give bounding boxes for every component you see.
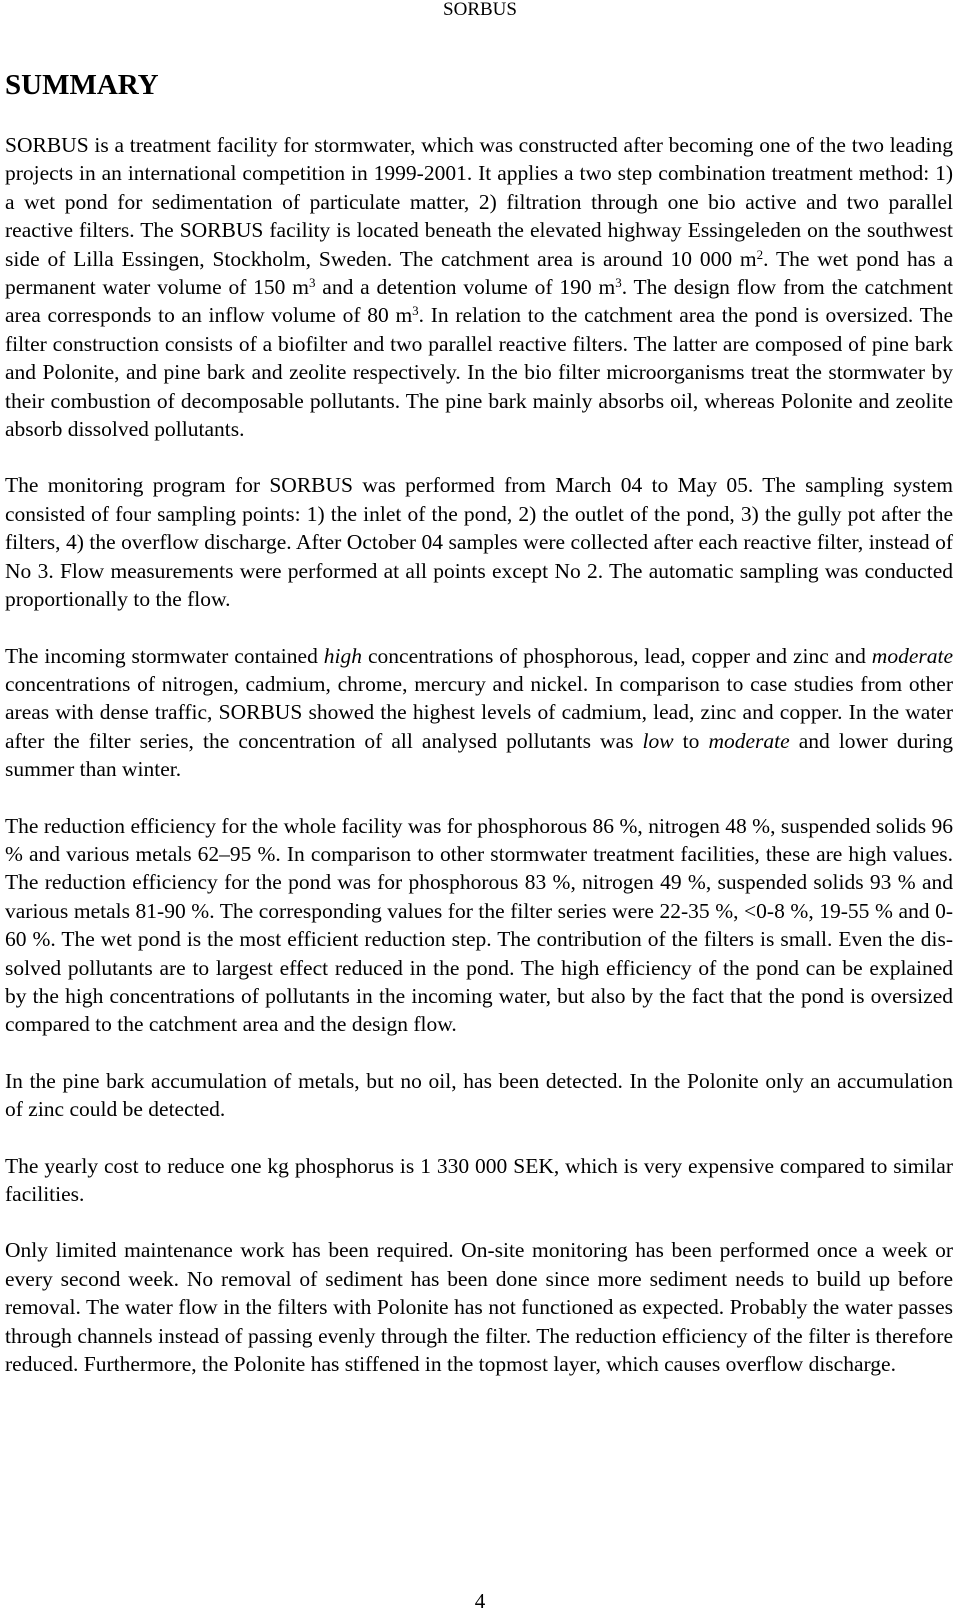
paragraph-text: and a detention volume of 190 m xyxy=(315,275,616,300)
superscript: 3 xyxy=(412,303,419,319)
page-title: SUMMARY xyxy=(5,69,159,101)
paragraph-text: concentrations of phosphorous, lead, copper and zinc and xyxy=(362,643,872,668)
paragraph-text: . The design flow from the catchment area corresponds to an inflow volume of 80 m xyxy=(5,275,953,328)
paragraph-text: SORBUS is a treatment facility for stormwater, which was constructed after becoming one of the two leading projects in an international competition in 1999-2001. It applies a two step combination treatment method: 1) a wet pond for sedimentation of particulate matter, 2) filtration through one bio active and two parallel reactive filters. The SORBUS facility is located beneath the elevated highway Essingeleden on the southwest side of Lilla Essingen, Stockholm, Sweden. The catchment area is around 10 000 m xyxy=(5,133,953,271)
body-text xyxy=(5,131,953,1406)
running-header: SORBUS xyxy=(443,0,517,20)
superscript: 3 xyxy=(615,275,622,291)
paragraph-monitoring-program: The monitoring program for SORBUS was performed from March 04 to May 05. The sampling system consisted of four sampling points: 1) the inlet of the pond, 2) the outlet of the pond, 3) the gully pot after the filters, 4) the overflow discharge. After October 04 samples were collected after each reactive filter, instead of No 3. Flow measurements were performed at all points except No 2. The automatic sampling was conducted proportionally to the flow. xyxy=(5,473,953,612)
emphasis-text: moderate xyxy=(871,643,953,668)
paragraph-incoming-stormwater xyxy=(5,642,953,784)
emphasis-text: high xyxy=(323,643,363,668)
paragraph-text: . In relation to the catchment area the pond is oversized. The filter construction consists of a biofilter and two parallel reactive filters. The latter are composed of pine bark and Polonite, and pine bark and zeolite respectively. In the bio filter microorganisms treat the stormwater by their combustion of decomposable pollutants. The pine bark mainly absorbs oil, whereas Polonite and zeolite absorb dissolved pollutants. xyxy=(5,303,953,442)
superscript: 3 xyxy=(308,275,316,291)
paragraph-text: and lower during summer than winter. xyxy=(5,728,953,782)
emphasis-text: moderate xyxy=(708,728,790,753)
paragraph-accumulation: In the pine bark accumulation of metals, but no oil, has been detected. In the Polonite only an accumulation of zinc could be detected. xyxy=(5,1068,953,1122)
paragraph-text: . The wet pond has a permanent water volume of 150 m xyxy=(5,246,953,300)
paragraph-cost: The yearly cost to reduce one kg phosphorus is 1 330 000 SEK, which is very expensive compared to similar facilities. xyxy=(5,1153,953,1206)
emphasis-text: low xyxy=(642,728,674,753)
paragraph-text: The incoming stormwater contained xyxy=(5,643,324,668)
paragraph-facility-description xyxy=(5,131,953,443)
paragraph-text: concentrations of nitrogen, cadmium, chrome, mercury and nickel. In comparison to case studies from other areas with dense traffic, SORBUS showed the highest levels of cadmium, lead, zinc and copper. In the water after the filter series, the concentration of all analysed pollutants was xyxy=(5,671,953,753)
page-number: 4 xyxy=(474,1589,486,1613)
paragraph-text: to xyxy=(673,728,709,753)
superscript: 2 xyxy=(756,246,764,262)
paragraph-maintenance: Only limited maintenance work has been required. On-site monitoring has been performed once a week or every second week. No removal of sediment has been done since more sediment needs to build up before removal. The water flow in the filters with Polonite has not functioned as expected. Probably the water passes through channels instead of passing evenly through the filter. The reduction efficiency of the filter is therefore reduced. Furthermore, the Polonite has stiffened in the topmost layer, which causes overflow discharge. xyxy=(5,1238,953,1377)
paragraph-reduction-efficiency: The reduction efficiency for the whole facility was for phosphorous 86 %, nitrogen 48 %, suspended solids 96 % and various metals 62–95 %. In comparison to other stormwater treatment facilities, these are high values. The reduction efficiency for the pond was for phosphorous 83 %, nitrogen 49 %, suspended solids 93 % and various metals 81-90 %. The corresponding values for the filter series were 22-35 %, <0-8 %, 19-55 % and 0- 60 %. The wet pond is the most efficient reduction step. The contribution of the filters is small. Even the dissolved pollutants are to largest effect reduced in the pond. The high efficiency of the pond can be explained by the high concentrations of pollutants in the incoming water, but also by the fact that the pond is oversized compared to the catchment area and the design flow. xyxy=(5,813,953,1037)
